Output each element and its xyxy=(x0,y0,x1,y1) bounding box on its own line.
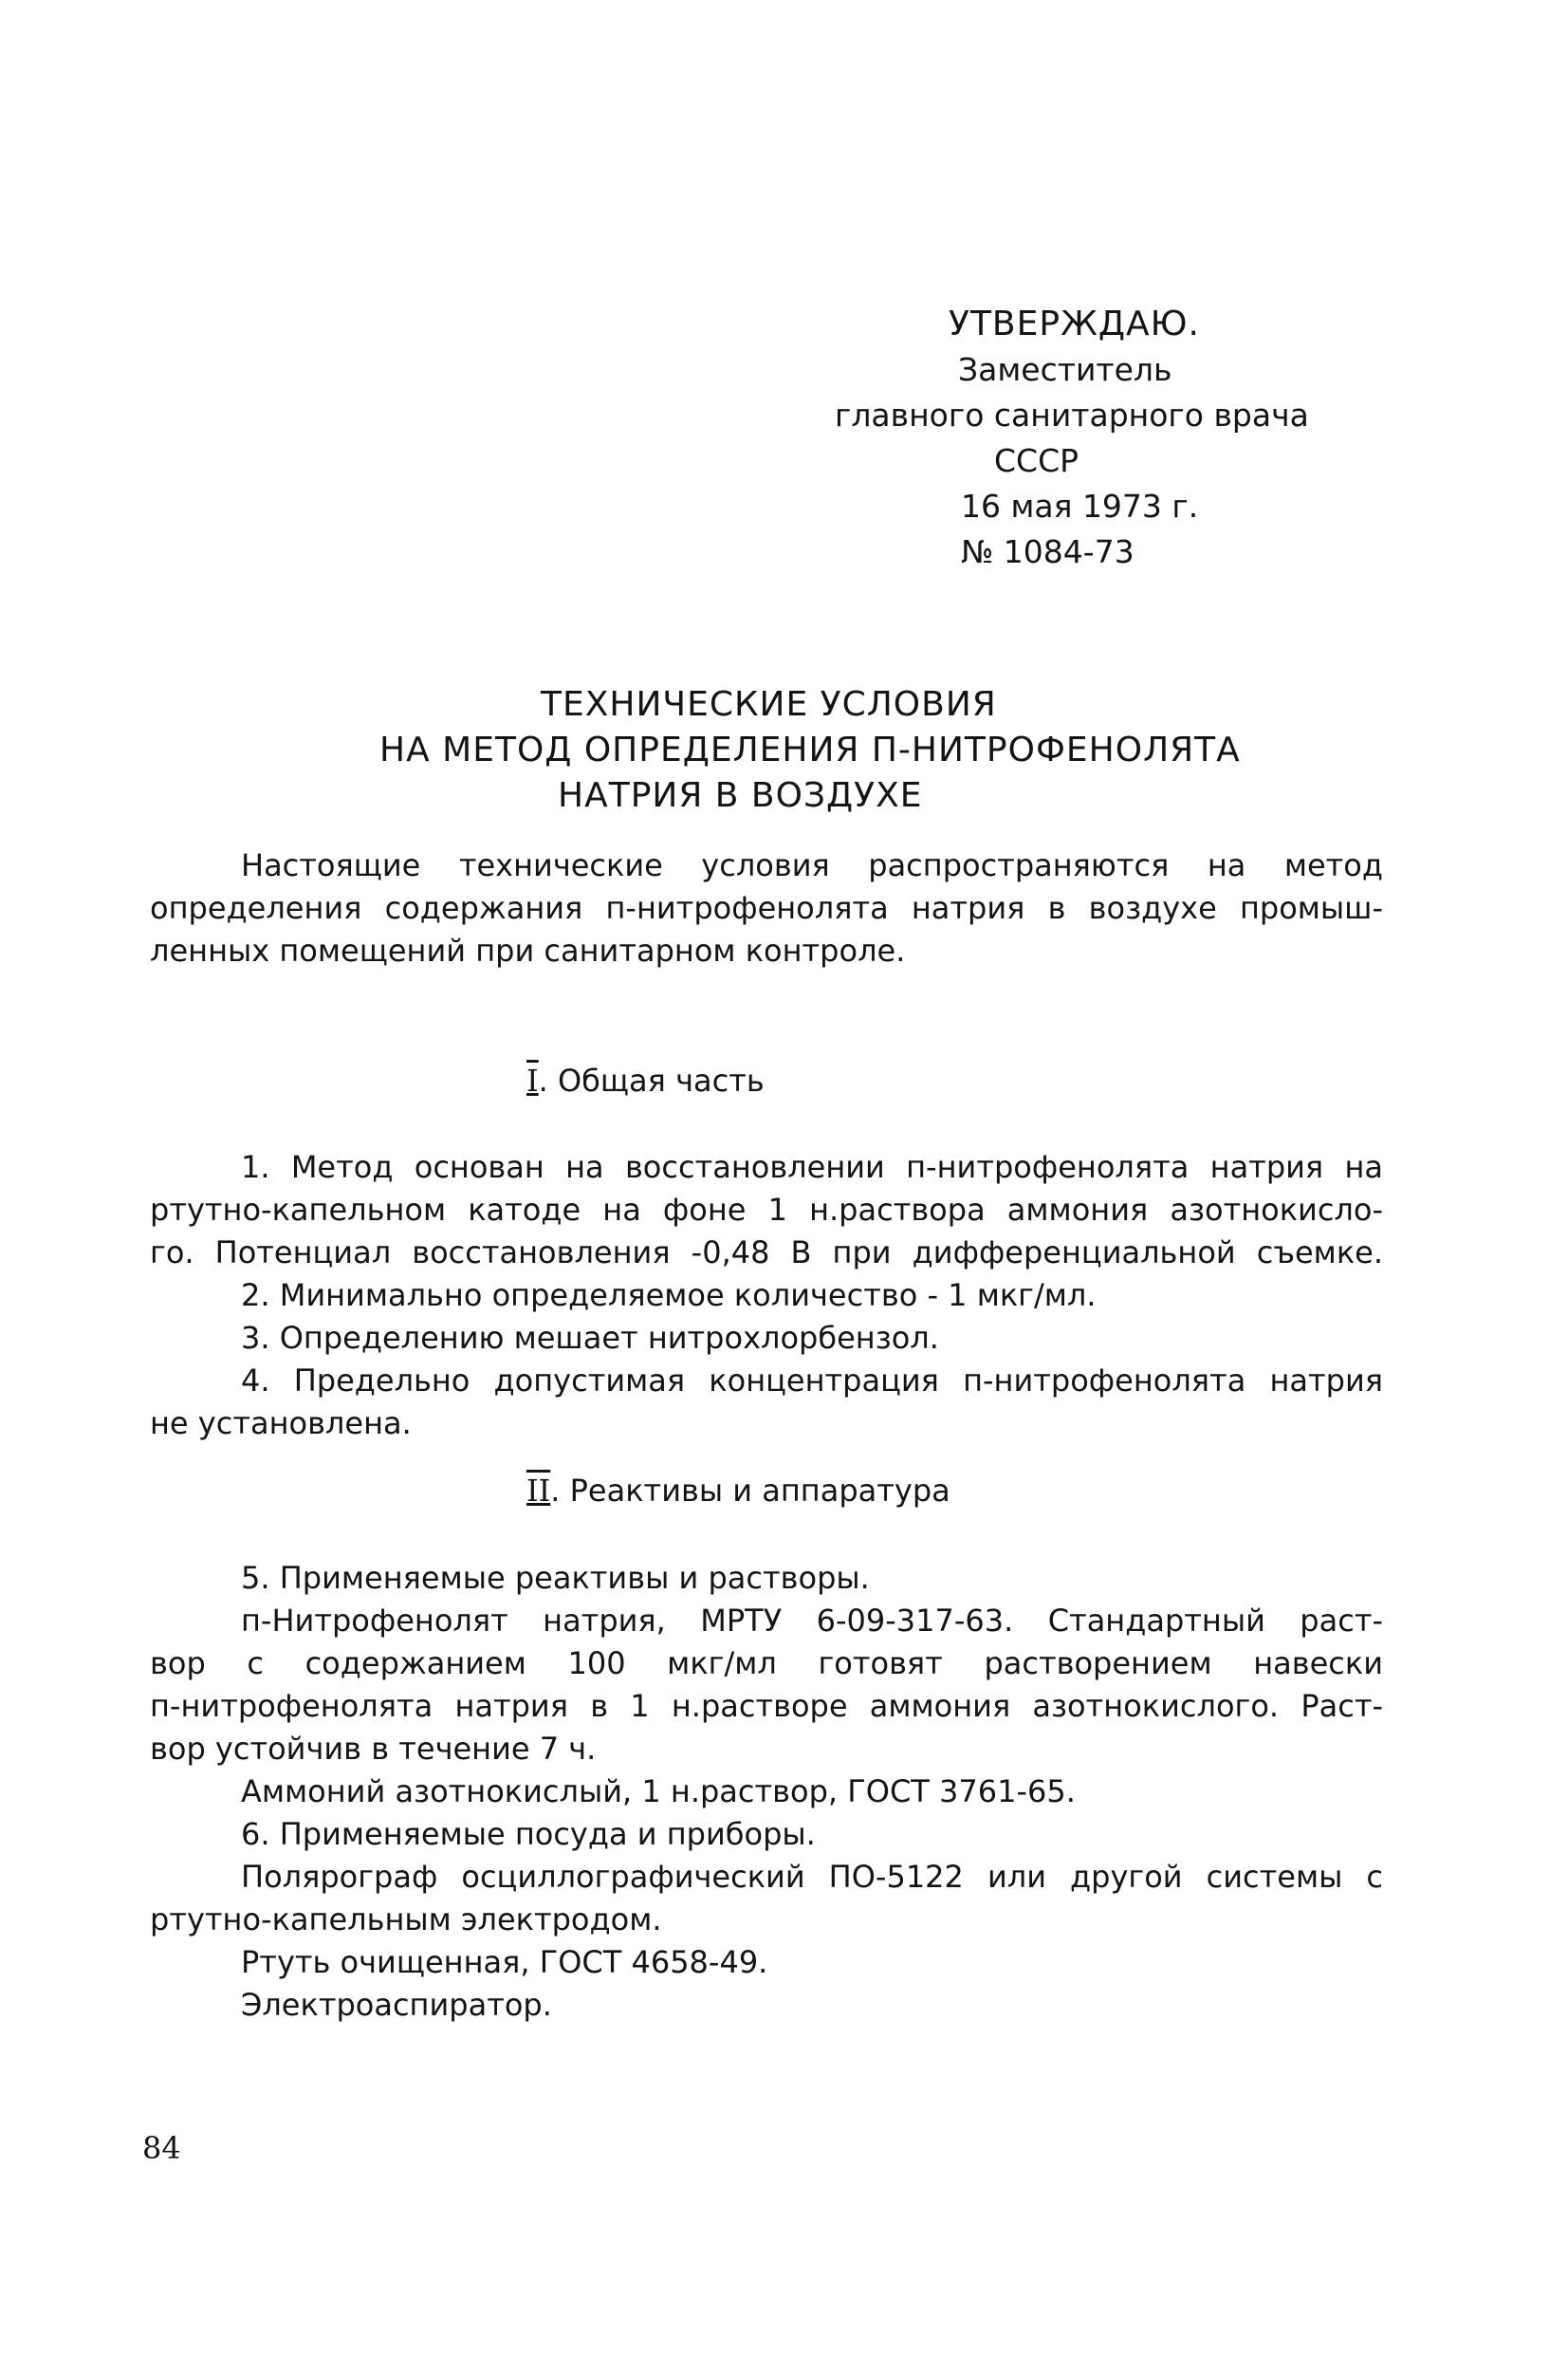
section-body xyxy=(150,1557,1383,2027)
title-line: НА МЕТОД ОПРЕДЕЛЕНИЯ П-НИТРОФЕНОЛЯТА xyxy=(379,731,1241,769)
text-line: ртутно-капельном катоде на фоне 1 н.раствора аммония азотнокисло- xyxy=(150,1192,1383,1228)
approval-date: 16 мая 1973 г. xyxy=(961,488,1199,525)
title-line: ТЕХНИЧЕСКИЕ УСЛОВИЯ xyxy=(541,685,997,724)
text-line: п-Нитрофенолят натрия, МРТУ 6-09-317-63. Стандартный раст- xyxy=(241,1603,1383,1639)
approval-line: главного санитарного врача xyxy=(835,397,1309,434)
section-heading xyxy=(526,1060,765,1103)
page-number: 84 xyxy=(142,2130,181,2166)
section-title: . Реактивы и аппаратура xyxy=(550,1473,950,1509)
section-heading xyxy=(526,1470,950,1512)
text-line: вор с содержанием 100 мкг/мл готовят растворением навески xyxy=(150,1645,1383,1681)
intro-paragraph xyxy=(150,844,1383,973)
text-line: п-нитрофенолята натрия в 1 н.растворе аммония азотнокислого. Раст- xyxy=(150,1688,1383,1724)
section-numeral: II xyxy=(526,1473,551,1509)
title-line: НАТРИЯ В ВОЗДУХЕ xyxy=(558,776,923,815)
text-line: Настоящие технические условия распространяются на метод xyxy=(241,847,1383,883)
text-line: 3. Определению мешает нитрохлорбензол. xyxy=(241,1320,939,1356)
text-line: ртутно-капельным электродом. xyxy=(150,1901,662,1937)
text-line: ленных помещений при санитарном контроле. xyxy=(150,933,906,969)
approval-block xyxy=(835,302,1404,575)
text-line: го. Потенциал восстановления -0,48 В при дифференциальной съемке. xyxy=(150,1234,1383,1270)
text-line: 2. Минимально определяемое количество - 1 мкг/мл. xyxy=(241,1277,1097,1313)
section-title: . Общая часть xyxy=(538,1063,765,1099)
text-line: Ртуть очищенная, ГОСТ 4658-49. xyxy=(241,1944,768,1980)
approval-line: СССР xyxy=(994,442,1079,479)
text-line: Электроаспиратор. xyxy=(241,1987,552,2023)
text-line: Аммоний азотнокислый, 1 н.раствор, ГОСТ 3761-65. xyxy=(241,1773,1076,1809)
text-line: 4. Предельно допустимая концентрация п-нитрофенолята натрия xyxy=(241,1362,1383,1399)
section-body xyxy=(150,1146,1383,1445)
approval-line: УТВЕРЖДАЮ. xyxy=(949,305,1200,343)
text-line: определения содержания п-нитрофенолята натрия в воздухе промыш- xyxy=(150,890,1383,926)
text-line: вор устойчив в течение 7 ч. xyxy=(150,1731,597,1767)
approval-number: № 1084-73 xyxy=(961,533,1134,570)
text-line: 1. Метод основан на восстановлении п-нитрофенолята натрия на xyxy=(241,1149,1383,1185)
text-line: 6. Применяемые посуда и приборы. xyxy=(241,1816,816,1852)
text-line: 5. Применяемые реактивы и растворы. xyxy=(241,1560,870,1596)
text-line: Полярограф осциллографический ПО-5122 или другой системы с xyxy=(241,1859,1383,1895)
approval-line: Заместитель xyxy=(958,351,1172,388)
text-line: не установлена. xyxy=(150,1405,412,1441)
section-numeral: I xyxy=(526,1063,539,1099)
